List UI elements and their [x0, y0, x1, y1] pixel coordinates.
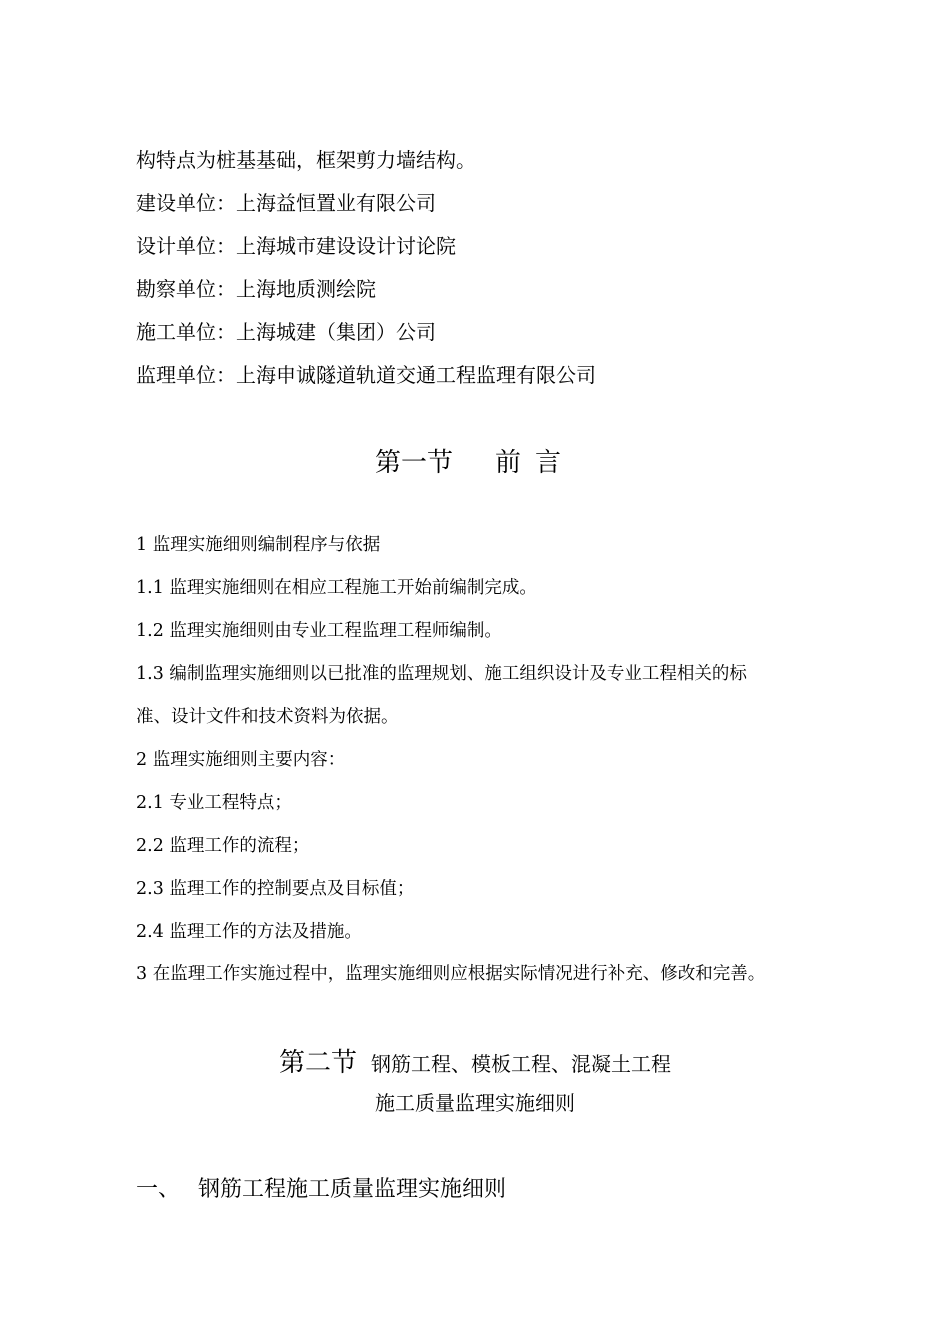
section2-heading	[0, 1042, 950, 1079]
supervisor-unit: 监理单位：上海申诚隧道轨道交通工程监理有限公司	[136, 363, 596, 387]
structure-description: 构特点为桩基基础，框架剪力墙结构。	[136, 148, 476, 172]
subsection1-heading	[136, 1172, 506, 1203]
section1-item: 2 监理实施细则主要内容：	[136, 750, 346, 770]
section1-item: 2.1 专业工程特点；	[136, 793, 292, 813]
surveyor-unit: 勘察单位：上海地质测绘院	[136, 277, 376, 301]
section1-item: 准、设计文件和技术资料为依据。	[136, 707, 399, 727]
section1-item: 3 在监理工作实施过程中，监理实施细则应根据实际情况进行补充、修改和完善。	[136, 964, 766, 984]
subsection1-number: 一、	[136, 1177, 181, 1202]
section1-item: 1.3 编制监理实施细则以已批准的监理规划、施工组织设计及专业工程相关的标	[136, 664, 747, 684]
section1-heading	[0, 442, 950, 479]
subsection1-title: 钢筋工程施工质量监理实施细则	[198, 1177, 507, 1202]
section1-item: 2.4 监理工作的方法及措施。	[136, 922, 362, 942]
section2-title-line2: 施工质量监理实施细则	[375, 1091, 575, 1115]
designer-unit: 设计单位：上海城市建设设计讨论院	[136, 234, 456, 258]
section1-item: 2.2 监理工作的流程；	[136, 836, 310, 856]
section2-number: 第二节	[278, 1048, 357, 1078]
section1-number: 第一节	[374, 448, 453, 478]
section1-item: 1.1 监理实施细则在相应工程施工开始前编制完成。	[136, 578, 537, 598]
section2-title-line1: 钢筋工程、模板工程、混凝土工程	[371, 1052, 671, 1076]
section1-item: 1 监理实施细则编制程序与依据	[136, 535, 381, 555]
builder-unit: 建设单位：上海益恒置业有限公司	[136, 191, 436, 215]
section1-item: 2.3 监理工作的控制要点及目标值；	[136, 879, 415, 899]
section1-item: 1.2 监理实施细则由专业工程监理工程师编制。	[136, 621, 502, 641]
constructor-unit: 施工单位：上海城建（集团）公司	[136, 320, 436, 344]
section1-title: 前言	[495, 448, 576, 478]
